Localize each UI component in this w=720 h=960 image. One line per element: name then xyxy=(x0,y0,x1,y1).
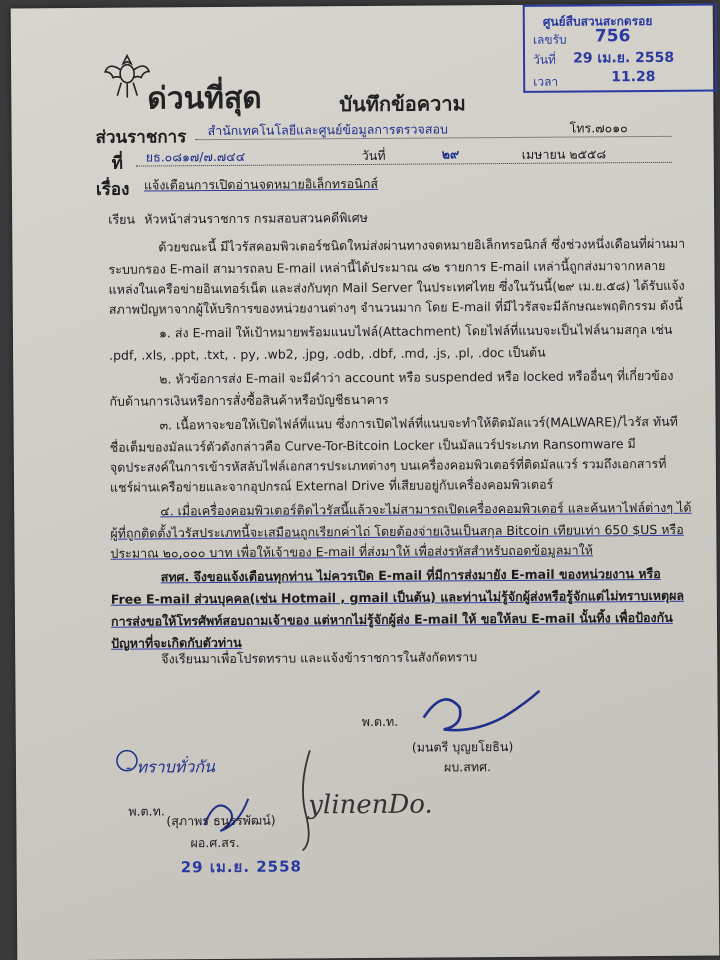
body-line-p1-2: แหล่งในเครือข่ายอินเทอร์เน็ต และส่งกับทุก Mail Server ในประเทศไทย ซึ่งในวันนี้(๒๙ เม.ย.๕๘) ได้รับแจ้ง xyxy=(108,277,685,297)
memo-title: บันทึกข้อความ xyxy=(339,91,466,117)
handwritten-scribble: ylinenDo. xyxy=(308,789,433,821)
annotation-name: (สุภาพร ธนูรรพัฒน์) xyxy=(166,812,276,829)
body-line-i2-1: กับด้านการเงินหรือการสั่งซื้อสินค้าหรือบัญชีธนาคาร xyxy=(109,391,389,409)
to-value: หัวหน้าส่วนราชการ กรมสอบสวนคดีพิเศษ xyxy=(144,209,368,227)
signature-scrawl-icon xyxy=(413,677,553,748)
body-line-i3-0: ๓. เนื้อหาจะขอให้เปิดไฟล์ที่แนบ ซึ่งการเปิดไฟล์ที่แนบจะทำให้ติดมัลแวร์(MALWARE)/ไวรัส ทันที xyxy=(159,413,678,433)
body-line-i1-0: ๑. ส่ง E-mail ให้เป้าหมายพร้อมแนบไฟล์(Attachment) โดยไฟล์ที่แนบจะเป็นไฟล์นามสกุล เช่น xyxy=(158,321,673,341)
closing-line: จึงเรียนมาเพื่อโปรดทราบ และแจ้งข้าราชการในสังกัดทราบ xyxy=(161,649,478,667)
pen-stroke-icon xyxy=(292,746,323,856)
body-line-p1-3: สภาพปัญหาจากผู้ให้บริการของหน่วยงานต่างๆ จำนวนมาก โดย E-mail ที่มีไวรัสจะมีลักษณะพฤติกรรม ดังนี้ xyxy=(108,297,683,317)
memo-document xyxy=(11,4,720,960)
urgent-label: ด่วนที่สุด xyxy=(147,80,262,117)
body-line-i3-2: จุดประสงค์ในการเข้ารหัสลับไฟล์เอกสารประเภทต่างๆ บนเครื่องคอมพิวเตอร์ที่ติดมัลแวร์ รวมถึงเอกสารที่ xyxy=(109,455,667,475)
body-line-p1-1: ระบบกรอง E-mail สามารถลบ E-mail เหล่านี้ได้ประมาณ ๘๒ รายการ E-mail เหล่านี้ถูกส่งมาจากหลาย xyxy=(108,257,666,277)
agency-phone: โทร.๗๐๑๐ xyxy=(569,120,628,136)
stamp-title: ศูนย์สืบสวนสะกดรอย xyxy=(542,13,653,29)
garuda-emblem-icon xyxy=(101,49,153,101)
subject-label: เรื่อง xyxy=(95,179,130,200)
body-line-i4-2: ประมาณ ๒๐,๐๐๐ บาท เพื่อให้เจ้าของ E-mail ที่ส่งมาให้ เพื่อส่งรหัสสำหรับถอดข้อมูลมาให้ xyxy=(110,542,594,561)
annotation-date-stamp: 29 เม.ย. 2558 xyxy=(180,857,303,877)
body-line-p2-1: Free E-mail ส่วนบุคคล(เช่น Hotmail , gmail เป็นต้น) และท่านไม่รู้จักผู้ส่งหรือรู้จักแต่ไม่ทราบเหตุผล xyxy=(110,587,685,607)
body-line-p2-2: การส่งขอให้โทรศัพท์สอบถามเจ้าของ แต่หากไม่รู้จักผู้ส่ง E-mail ให้ ขอให้ลบ E-mail นั้นทิ้ง เพื่อป้องกัน xyxy=(110,609,673,629)
ref-label: ที่ xyxy=(111,153,124,174)
agency-value: สำนักเทคโนโลยีและศูนย์ข้อมูลการตรวจสอบ xyxy=(207,121,448,139)
annotation-rank: พ.ต.ท. xyxy=(128,803,165,819)
date-label: วันที่ xyxy=(361,147,386,164)
received-stamp xyxy=(523,4,718,93)
subject-value: แจ้งเตือนการเปิดอ่านจดหมายอิเล็กทรอนิกส์ xyxy=(143,175,379,193)
body-line-i1-1: .pdf, .xls, .ppt, .txt, . py, .wb2, .jpg, .odb, .dbf, .md, .js, .pl, .doc เป็นต้น xyxy=(109,344,546,363)
body-line-i3-1: ชื่อเต็มของมัลแวร์ตัวดังกล่าวคือ Curve-Tor-Bitcoin Locker เป็นมัลแวร์ประเภท Ransomware มี xyxy=(109,436,636,455)
body-line-p2-3: ปัญหาที่จะเกิดกับตัวท่าน xyxy=(111,634,242,651)
signature-name: (มนตรี บุญยโยธิน) xyxy=(411,738,514,755)
body-line-i4-0: ๔. เมื่อเครื่องคอมพิวเตอร์ติดไวรัสนี้แล้วจะไม่สามารถเปิดเครื่องคอมพิวเตอร์ และค้นหาไฟล์ต่างๆ ได้ xyxy=(160,499,692,519)
body-line-i3-3: แชร์ผ่านเครือข่ายและจากอุปกรณ์ External Drive ที่เสียบอยู่กับเครื่องคอมพิวเตอร์ xyxy=(109,476,554,495)
handwritten-note: - ทราบทั่วกัน xyxy=(125,757,215,777)
stamp-received-label: เลขรับ xyxy=(532,32,567,47)
signature-rank: พ.ต.ท. xyxy=(361,713,399,730)
circled-number-icon xyxy=(114,748,140,774)
stamp-received-no: 756 xyxy=(594,26,631,47)
body-line-p2-0: สทศ. จึงขอแจ้งเตือนทุกท่าน ไม่ควรเปิด E-mail ที่มีการส่งมายัง E-mail ของหน่วยงาน หรือ xyxy=(160,565,661,585)
agency-label: ส่วนราชการ xyxy=(95,127,187,148)
signature-title: ผบ.สทศ. xyxy=(443,759,492,775)
body-line-i2-0: ๒. หัวข้อการส่ง E-mail จะมีคำว่า account หรือ suspended หรือ locked หรืออื่นๆ ที่เกี่ยวข้อง xyxy=(159,367,674,387)
date-month-year: เมษายน ๒๕๕๘ xyxy=(521,146,607,162)
stamp-date-label: วันที่ xyxy=(533,52,556,67)
ref-value: ยธ.๐๘๑๗/๗.๗๔๔ xyxy=(145,148,246,165)
annotation-title: ผอ.ศ.สร. xyxy=(190,834,240,851)
stamp-date: 29 เม.ย. 2558 xyxy=(572,49,675,67)
date-day: ๒๙ xyxy=(441,146,460,162)
to-label: เรียน xyxy=(108,211,136,227)
stamp-time: 11.28 xyxy=(611,68,656,86)
stamp-time-label: เวลา xyxy=(533,74,559,89)
body-line-i4-1: ผู้ที่ถูกติดตั้งไวรัสประเภทนี้จะเสมือนถูกเรียกค่าไถ่ โดยต้องจ่ายเงินเป็นสกุล Bitcoin เทียบเท่า 650 $US หรือ xyxy=(110,521,684,541)
body-line-p1-0: ด้วยขณะนี้ มีไวรัสคอมพิวเตอร์ชนิดใหม่ส่งผ่านทางจดหมายอิเล็กทรอนิกส์ ซึ่งช่วงหนึ่งเดือนที่ผ่านมา xyxy=(158,235,686,255)
